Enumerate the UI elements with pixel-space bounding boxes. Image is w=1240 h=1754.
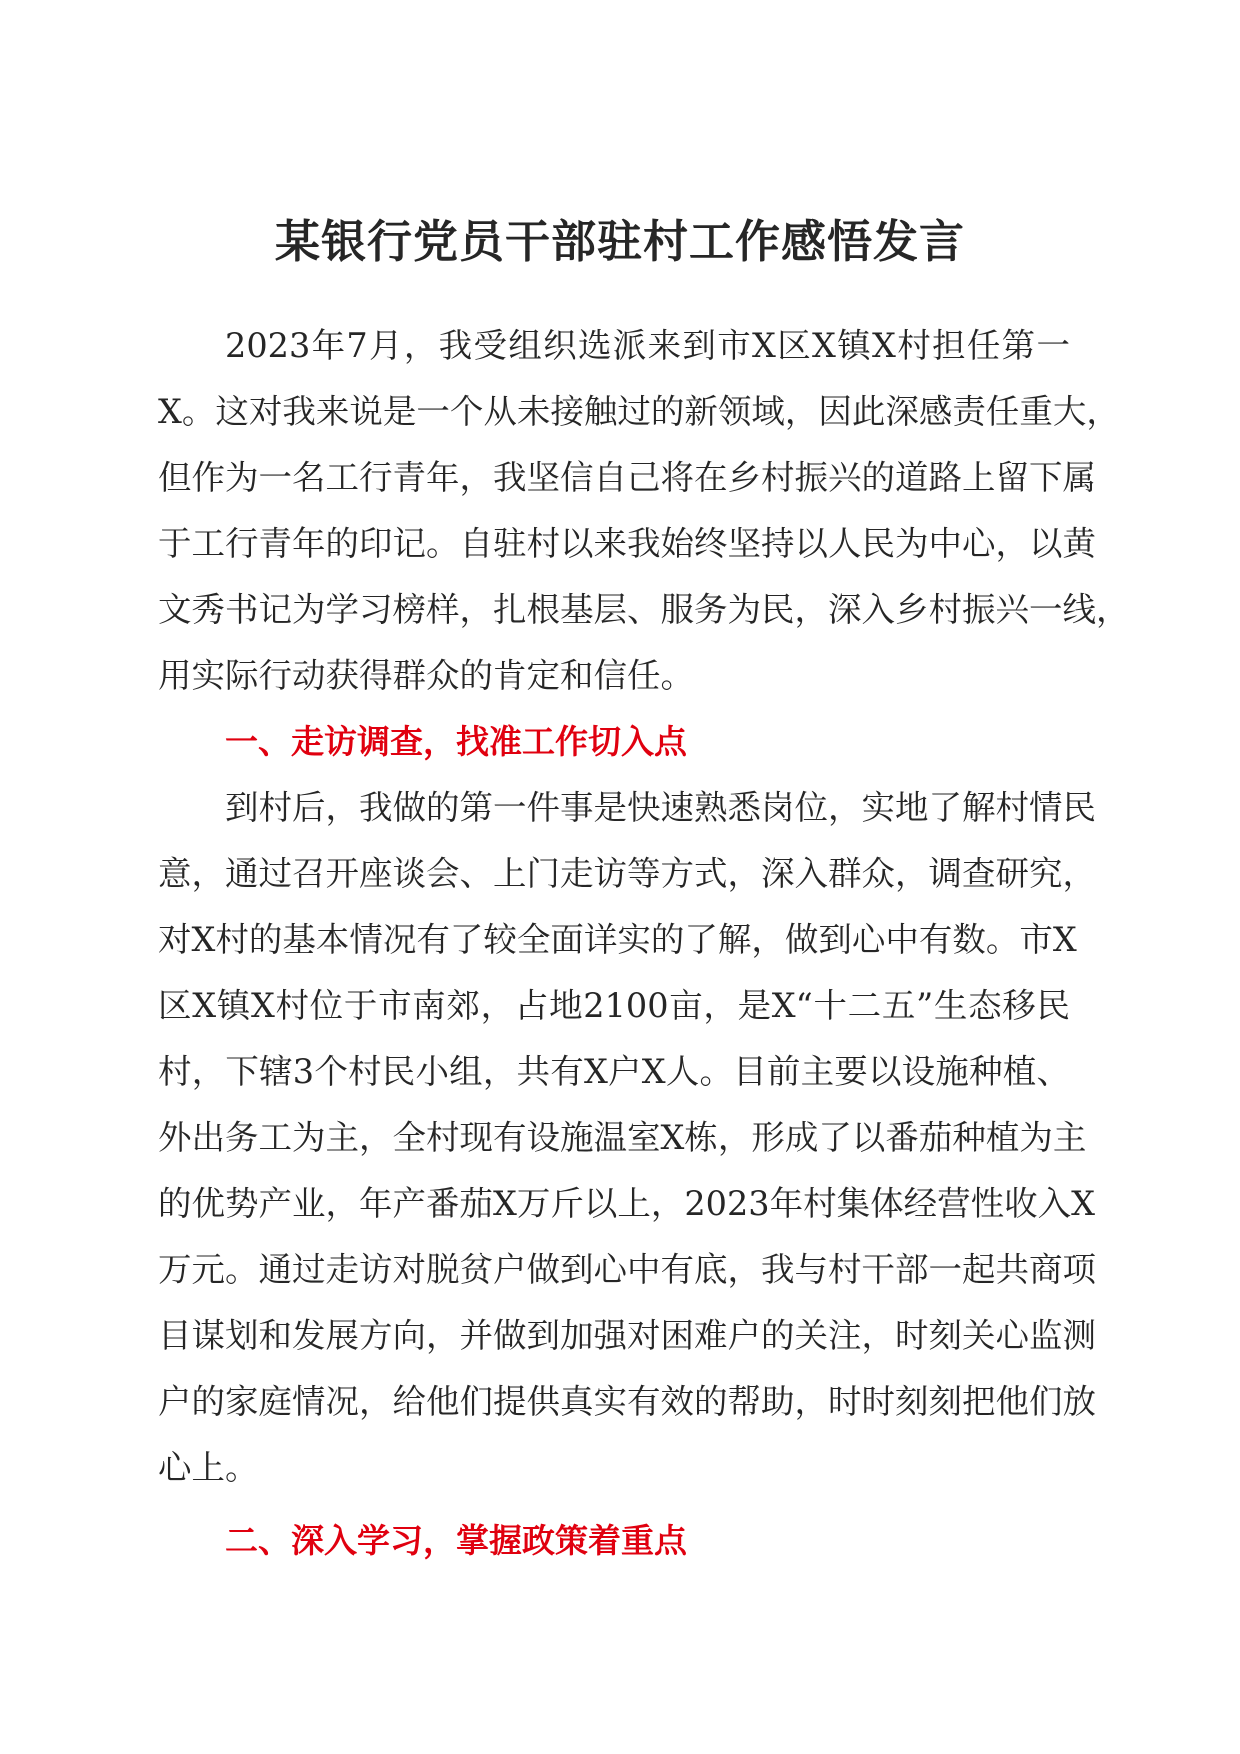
paragraph-2-line-7: 的优势产业，年产番茄X万斤以上，2023年村集体经营性收入X <box>158 1184 1095 1223</box>
document-title: 某银行党员干部驻村工作感悟发言 <box>274 215 965 268</box>
paragraph-2-line-8: 万元。通过走访对脱贫户做到心中有底，我与村干部一起共商项 <box>158 1250 1096 1289</box>
paragraph-2-line-10: 户的家庭情况，给他们提供真实有效的帮助，时时刻刻把他们放 <box>158 1382 1096 1421</box>
section-heading-2: 二、深入学习，掌握政策着重点 <box>225 1521 687 1560</box>
paragraph-1-line-1: 2023年7月，我受组织选派来到市X区X镇X村担任第一 <box>225 326 1070 365</box>
section-heading-1: 一、走访调查，找准工作切入点 <box>225 722 687 761</box>
paragraph-1-line-2: X。这对我来说是一个从未接触过的新领域，因此深感责任重大， <box>158 392 1120 431</box>
paragraph-2-line-1: 到村后，我做的第一件事是快速熟悉岗位，实地了解村情民 <box>225 788 1096 827</box>
paragraph-1-line-3: 但作为一名工行青年，我坚信自己将在乡村振兴的道路上留下属 <box>158 458 1096 497</box>
paragraph-2-line-11: 心上。 <box>158 1448 259 1487</box>
paragraph-1-line-6: 用实际行动获得群众的肯定和信任。 <box>158 656 694 695</box>
paragraph-2-line-3: 对X村的基本情况有了较全面详实的了解，做到心中有数。市X <box>158 920 1077 959</box>
paragraph-2-line-6: 外出务工为主，全村现有设施温室X栋，形成了以番茄种植为主 <box>158 1118 1087 1157</box>
paragraph-2-line-4: 区X镇X村位于市南郊，占地2100亩，是X“十二五”生态移民 <box>158 986 1070 1025</box>
paragraph-2-line-2: 意，通过召开座谈会、上门走访等方式，深入群众，调查研究， <box>158 854 1096 893</box>
paragraph-2-line-5: 村，下辖3个村民小组，共有X户X人。目前主要以设施种植、 <box>158 1052 1070 1091</box>
paragraph-1-line-5: 文秀书记为学习榜样，扎根基层、服务为民，深入乡村振兴一线， <box>158 590 1130 629</box>
paragraph-1-line-4: 于工行青年的印记。自驻村以来我始终坚持以人民为中心，以黄 <box>158 524 1096 563</box>
paragraph-2-line-9: 目谋划和发展方向，并做到加强对困难户的关注，时刻关心监测 <box>158 1316 1096 1355</box>
